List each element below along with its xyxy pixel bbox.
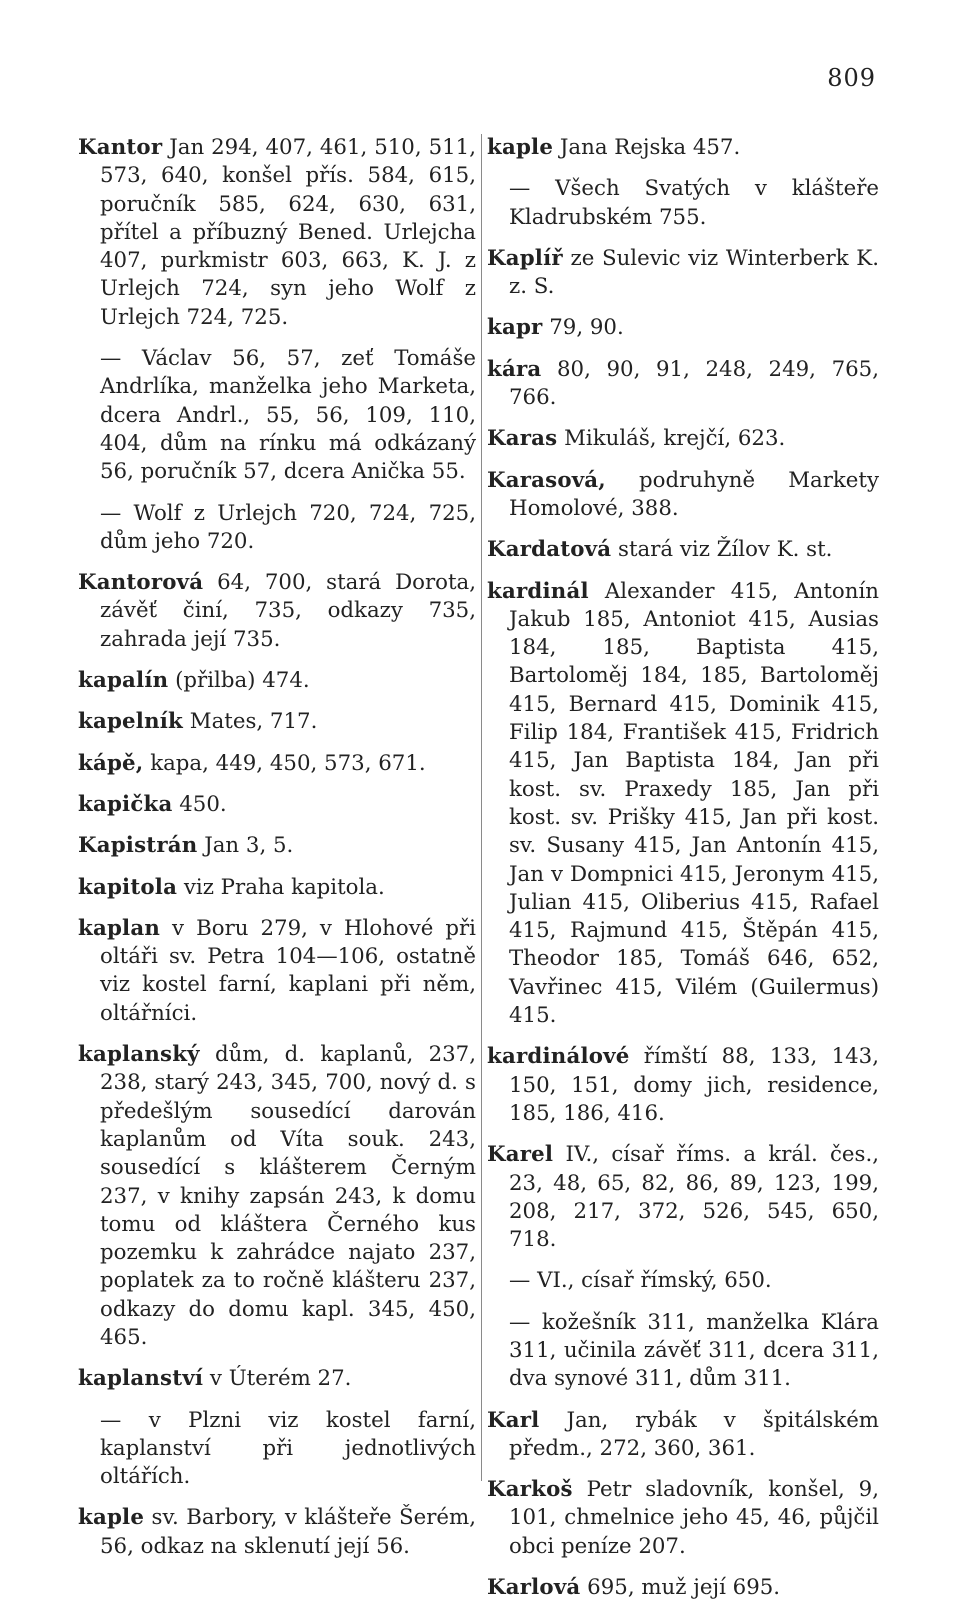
- index-entry: [78, 345, 476, 486]
- entry-dash: —: [509, 1268, 531, 1294]
- entry-text: Václav 56, 57, zeť Tomáše Andrlíka, manželka jeho Marketa, dcera Andrl., 55, 56, 109, 110, 404, dům na rínku má odkázaný 56, poručník 57, dcera Anička 55.: [100, 346, 476, 485]
- entry-headword: Karl: [487, 1407, 540, 1433]
- index-entry: [487, 1043, 879, 1128]
- entry-text: 450.: [172, 791, 227, 817]
- entry-text: sv. Barbory, v klášteře Šerém, 56, odkaz na sklenutí její 56.: [100, 1505, 476, 1559]
- entry-text: (přilba) 474.: [168, 668, 310, 694]
- entry-text: kožešník 311, manželka Klára 311, učinila závěť 311, dcera 311, dva synové 311, dům 311.: [509, 1309, 879, 1392]
- index-entry: [487, 1267, 879, 1295]
- index-entry: [487, 314, 879, 342]
- entry-headword: Karasová,: [487, 467, 606, 493]
- index-entry: [78, 915, 476, 1028]
- entry-headword: kardinálové: [487, 1044, 630, 1070]
- entry-text: v Úterém 27.: [203, 1366, 352, 1392]
- entry-headword: kardinál: [487, 578, 589, 604]
- entry-text: v Plzni viz kostel farní, kaplanství při jednotlivých oltářích.: [100, 1407, 476, 1490]
- entry-text: VI., císař římský, 650.: [530, 1268, 772, 1294]
- index-entry: [487, 536, 879, 564]
- index-entry: [487, 1407, 879, 1464]
- index-entry: [487, 134, 879, 162]
- entry-text: viz Praha kapitola.: [177, 874, 385, 900]
- entry-text: ze Sulevic viz Winterberk K. z. S.: [509, 245, 879, 300]
- entry-headword: Kaplíř: [487, 245, 563, 271]
- index-entry: [78, 708, 476, 736]
- index-entry: [487, 1141, 879, 1254]
- index-entry: [78, 569, 476, 654]
- index-entry: [487, 578, 879, 1031]
- entry-text: Mikuláš, krejčí, 623.: [557, 426, 786, 452]
- index-entry: [78, 1041, 476, 1352]
- entry-text: v Boru 279, v Hlohové při oltáři sv. Petra 104—106, ostatně viz kostel farní, kaplani při něm, oltářníci.: [100, 915, 476, 1026]
- index-entry: [78, 667, 476, 695]
- index-entry: [78, 1504, 476, 1561]
- entry-text: 695, muž její 695.: [580, 1575, 781, 1601]
- entry-text: dům, d. kaplanů, 237, 238, starý 243, 345, 700, nový d. s předešlým sousedící darován kaplanům od Víta souk. 243, sousedící s klášterem Černým 237, v knihy zapsán 243, k domu tomu od kláštera Černého kus pozemku k zahrádce najato 237, poplatek za to ročně klášteru 237, odkazy do domu kapl. 345, 450, 465.: [100, 1042, 476, 1350]
- entry-text: Wolf z Urlejch 720, 724, 725, dům jeho 720.: [100, 500, 476, 554]
- column-divider: [481, 134, 482, 1481]
- entry-text: Mates, 717.: [183, 709, 318, 735]
- entry-text: Jan, rybák v špitálském předm., 272, 360, 361.: [509, 1407, 879, 1461]
- entry-headword: kapr: [487, 315, 543, 341]
- entry-headword: kapalín: [78, 668, 169, 694]
- entry-headword: kápě,: [78, 750, 144, 776]
- entry-text: kapa, 449, 450, 573, 671.: [143, 750, 426, 776]
- index-entry: [78, 134, 476, 332]
- entry-headword: kapička: [78, 791, 173, 817]
- entry-dash: —: [509, 176, 531, 202]
- entry-text: Všech Svatých v klášteře Kladrubském 755.: [509, 176, 879, 230]
- entry-text: stará viz Žílov K. st.: [611, 537, 833, 563]
- entry-dash: —: [100, 346, 122, 372]
- index-entry: [487, 467, 879, 524]
- entry-headword: kaple: [487, 135, 554, 160]
- entry-text: 80, 90, 91, 248, 249, 765, 766.: [509, 356, 879, 411]
- index-entry: [78, 500, 476, 557]
- entry-headword: Kantorová: [78, 570, 204, 596]
- index-entry: [487, 245, 879, 302]
- entry-text: římští 88, 133, 143, 150, 151, domy jich, residence, 185, 186, 416.: [509, 1044, 879, 1126]
- index-entry: [78, 1365, 476, 1393]
- entry-headword: Karel: [487, 1142, 554, 1168]
- entry-headword: kaplanství: [78, 1366, 204, 1392]
- entry-headword: kapitola: [78, 874, 178, 900]
- entry-text: Jana Rejska 457.: [553, 135, 741, 160]
- entry-text: podruhyně Markety Homolové, 388.: [509, 467, 879, 521]
- entry-headword: kapelník: [78, 709, 184, 735]
- entry-text: Jan 294, 407, 461, 510, 511, 573, 640, konšel přís. 584, 615, poručník 585, 624, 630, 631, přítel a příbuzný Bened. Urlejcha 407, purkmistr 603, 663, K. J. z Urlejch 724, syn jeho Wolf z Urlejch 724, 725.: [100, 135, 476, 330]
- entry-headword: kaplan: [78, 915, 161, 941]
- index-entry: [78, 832, 476, 860]
- entry-headword: Kardatová: [487, 537, 612, 563]
- entry-text: Alexander 415, Antonín Jakub 185, Antoniot 415, Ausias 184, 185, Baptista 415, Bartoloměj 184, 185, Bartoloměj 415, Bernard 415, Dominik 415, Filip 184, František 415, Fridrich 415, Jan Baptista 184, Jan při kost. sv. Praxedy 185, Jan při kost. sv. Prišky 415, Jan při kost. sv. Susany 415, Jan Antonín 415, Jan v Dompnici 415, Jeronym 415, Julian 415, Oliberius 415, Rafael 415, Rajmund 415, Štěpán 415, Theodor 185, Tomáš 646, 652, Vavřinec 415, Vilém (Guilermus) 415.: [509, 578, 879, 1029]
- index-entry: [487, 1309, 879, 1394]
- entry-dash: —: [100, 1407, 122, 1433]
- entry-dash: —: [509, 1309, 531, 1335]
- entry-text: 64, 700, stará Dorota, závěť činí, 735, odkazy 735, zahrada její 735.: [100, 570, 476, 652]
- entry-text: IV., císař říms. a král. čes., 23, 48, 65, 82, 86, 89, 123, 199, 208, 217, 372, 526, 545, 650, 718.: [509, 1142, 879, 1253]
- entry-headword: kára: [487, 356, 542, 382]
- index-entry: [78, 1407, 476, 1492]
- index-entry: [487, 356, 879, 413]
- entry-text: Jan 3, 5.: [197, 833, 294, 859]
- index-entry: [78, 874, 476, 902]
- right-column: [487, 134, 879, 1615]
- entry-text: 79, 90.: [542, 315, 624, 341]
- entry-dash: —: [100, 500, 122, 526]
- entry-headword: Kantor: [78, 135, 163, 160]
- entry-headword: kaple: [78, 1505, 145, 1531]
- page-number: 809: [827, 64, 876, 92]
- index-entry: [487, 425, 879, 453]
- entry-headword: Karkoš: [487, 1477, 573, 1503]
- entry-headword: Karas: [487, 426, 558, 452]
- entry-headword: Karlová: [487, 1575, 581, 1601]
- index-entry: [487, 175, 879, 232]
- left-column: [78, 134, 476, 1574]
- index-entry: [487, 1574, 879, 1602]
- entry-headword: Kapistrán: [78, 833, 198, 859]
- index-entry: [487, 1476, 879, 1561]
- index-entry: [78, 750, 476, 778]
- entry-text: Petr sladovník, konšel, 9, 101, chmelnice jeho 45, 46, půjčil obci peníze 207.: [509, 1477, 879, 1559]
- index-entry: [78, 791, 476, 819]
- entry-headword: kaplanský: [78, 1042, 200, 1068]
